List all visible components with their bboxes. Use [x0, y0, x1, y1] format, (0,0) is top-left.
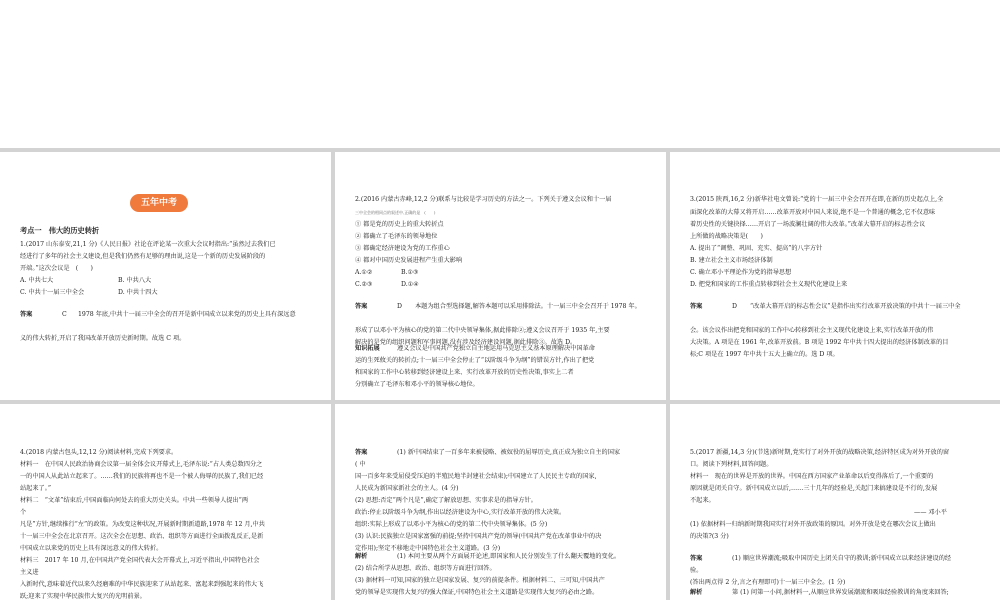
- option-d: D.①④: [401, 281, 419, 288]
- answer-text: 人民成为新国家新社会的主人。(4 分): [355, 485, 459, 492]
- answer-text: 1978 年底,中共十一届三中全会的召开是新中国成立以来党的历史上具有深远意: [78, 311, 296, 318]
- answer-text: 政治:停止以阶级斗争为纲,作出以经济建设为中心,实行改革开放的伟大决策。: [355, 509, 566, 516]
- tip-text: 遵义会议是中国共产党独立自主地运用马克思主义基本原理解决中国革命: [397, 345, 595, 352]
- answer-text: 国一百多年来受屈侵受压迫的半殖民地半封建社会结束);中国建立了人民民主专政的国家,: [355, 473, 597, 480]
- option-a: A. 中共七大: [20, 277, 54, 284]
- answer-value: C: [62, 311, 67, 318]
- quote-attribution: —— 邓小平: [914, 509, 947, 516]
- material-line: 不起来。: [690, 497, 715, 504]
- option-a: A.①②: [355, 269, 373, 276]
- answer-text: 本题为组合型选择题,解答本题可以采用排除法。十一届三中全会召开于 1978 年。: [415, 303, 641, 310]
- question-line: 4.(2018 内蒙古包头,12,12 分)阅读材料,完成下列要求。: [20, 449, 178, 456]
- answer-text: 验。: [690, 567, 703, 574]
- statement-item: ① 都是党的历史上的重大转折点: [355, 221, 444, 228]
- answer-label: 答案: [690, 555, 703, 562]
- blank-header-area: [0, 0, 1000, 148]
- answer-label: 答案: [355, 303, 368, 310]
- material-line: 一的中国人从此站立起来了。……我们的民族将再也不是一个被人侮辱的民族了,我们已经: [20, 473, 264, 480]
- analysis-text: 党的领导是实现伟大复兴的强大保证,中国特色社会主义道路是实现伟大复兴的必由之路。: [355, 589, 599, 596]
- answer-text: 标;C 项是在 1997 年中共十五大上确立的。选 D 项。: [690, 351, 839, 358]
- answer-text: 会。该会议作出把党和国家的工作中心转移到社会主义现代化建设上来,实行改革开放的伟: [690, 327, 934, 334]
- option-b: B. 建立社会主义市场经济体制: [690, 257, 773, 264]
- question-line: 2.(2016 内蒙古赤峰,12,2 分)联系与比较是学习历史的方法之一。下列关于遵义会议和十一届: [355, 196, 612, 203]
- answer-text: 形成了以邓小平为核心的党的第二代中央领导集体,据此排除②;遵义会议召开于 1935 年,主要: [355, 327, 610, 334]
- answer-text: 义的伟大转折,开启了我国改革开放历史新时期。故选 C 项。: [20, 335, 186, 342]
- question-line: 5.(2017 新疆,14,3 分)(节选)新时期,党实行了对外开放的战略决策,经济特区成为对外开放的窗: [690, 449, 950, 456]
- section-badge: 五年中考: [130, 194, 188, 212]
- answer-text: 定作用);坚定不移地走中国特色社会主义道路。(3 分): [355, 545, 501, 552]
- option-c: C.②③: [355, 281, 373, 288]
- statement-item: ④ 都对中国历史发展进程产生重大影响: [355, 257, 463, 264]
- page-4: [0, 404, 331, 600]
- option-c: C. 确立邓小平理论作为党的指导思想: [690, 269, 792, 276]
- statement-item: ② 都确立了毛泽东的领导地位: [355, 233, 438, 240]
- question-line: 面深化改革的大幕又将开启……改革开放对中国人来说,绝不是一个普通的概念,它不仅意味: [690, 209, 936, 216]
- answer-text: 解决的是党的组织问题和军事问题,没有涉及经济建设问题,据此排除③。故选 D。: [355, 339, 577, 346]
- material-line: 材料二 “文革”结束后,中国面临向何处去的重大历史关头。中共一些领导人提出“两: [20, 497, 249, 504]
- page-2: [335, 152, 666, 400]
- material-line: 中国成立以来党的历史上具有深远意义的伟大转折。: [20, 545, 163, 552]
- option-b: B.①③: [401, 269, 419, 276]
- answer-text: (2) 思想:否定“两个凡是”,确定了解放思想、实事求是的指导方针。: [355, 497, 537, 504]
- answer-text: (3) 认识:民族独立是国家富强的前提;坚持中国共产党的领导(中国共产党在改革事业中的决: [355, 533, 602, 540]
- answer-text: (1) 新中国结束了一百多年来被侵略、被奴役的屈辱历史,真正成为独立自主的国家: [397, 449, 621, 456]
- tip-text: 和国家的工作中心转移到经济建设上来、实行改革开放的历史性决策,事实上二者: [355, 369, 574, 376]
- material-line: 凡是”方针,继续推行“左”的政策。为改变这种状况,开展新时期新道路,1978 年 12 月,中共: [20, 521, 265, 528]
- question-line: 三中全会的相同点的叙述中,正确的是 ( ): [355, 210, 436, 215]
- answer-label: 答案: [690, 303, 703, 310]
- analysis-text: 第 (1) 问第一小问,据材料一,从顺应世界发展潮流和吸取经验教训的角度来回答;: [732, 589, 949, 596]
- option-c: C. 中共十一届三中全会: [20, 289, 85, 296]
- option-d: D. 把党和国家的工作重点转移到社会主义现代化建设上来: [690, 281, 848, 288]
- tip-text: 运的生死攸关的转折点;十一届三中全会停止了“以阶级斗争为纲”的错误方针,作出了把党: [355, 357, 595, 364]
- answer-text: 组织:实际上形成了以邓小平为核心的党的第二代中央领导集体。(5 分): [355, 521, 548, 528]
- question-line: 经进行了多年的社会主义建设,但是我们仍然有足够的理由说,这是一个新的历史发展阶段的: [20, 253, 266, 260]
- tip-label: 知识拓展: [355, 345, 380, 352]
- material-line: 站起来了。”: [20, 485, 52, 492]
- page-3: [670, 152, 1000, 400]
- material-line: 入新时代,意味着近代以来久经磨难的中华民族迎来了从站起来、富起来到强起来的伟大飞: [20, 581, 264, 588]
- page-1: [0, 152, 331, 400]
- question-line: 着历史性的关键抉择……开启了一场波澜壮阔的伟大改革。”改革大幕开启的标志性会议: [690, 221, 926, 228]
- answer-value: D: [397, 303, 402, 310]
- analysis-text: (3) 据材料一可知,国家的独立是国家发展、复兴的前提条件。根据材料二、三可知,中国共产: [355, 577, 605, 584]
- page-5: [335, 404, 666, 600]
- section-heading: 考点一 伟大的历史转折: [20, 226, 100, 235]
- option-b: B. 中共八大: [118, 277, 152, 284]
- material-line: 跃;迎来了实现中华民族伟大复兴的光明前景。: [20, 593, 146, 600]
- analysis-label: 解析: [355, 553, 368, 560]
- question-line: (1) 依据材料一归纳新时期我国实行对外开放政策的原因。对外开放是党在哪次会议上做出: [690, 521, 936, 528]
- material-line: 十一届三中全会在北京召开。这次全会在思想、政治、组织等方面进行全面拨乱反正,是新: [20, 533, 264, 540]
- question-line: 上所做的战略决策是( ): [690, 233, 763, 240]
- material-line: 个: [20, 509, 27, 516]
- answer-text: “改革大幕开启的标志性会议”是指作出实行改革开放决策的中共十一届三中全: [750, 303, 961, 310]
- question-line: 1.(2017 山东泰安,21,1 分)《人民日报》社论在评论某一次重大会议时指出:“虽然过去我们已: [20, 241, 276, 248]
- tip-text: 分别确立了毛泽东和邓小平的领导核心地位。: [355, 381, 479, 388]
- answer-text: 大决策。A 项是在 1961 年,改革开放前。B 项是 1992 年中共十四大提出的经济体制改革的目: [690, 339, 949, 346]
- question-line: 口。阅读下列材料,回答问题。: [690, 461, 773, 468]
- material-line: 原因就是闭关自守。新中国成立以后,……三十几年的经验是,关起门来搞建设是不行的,发展: [690, 485, 938, 492]
- question-line: 的决策?(3 分): [690, 533, 729, 540]
- analysis-text: (1) 本问主要从两个方面展开论述,即国家和人民分别发生了什么翻天覆地的变化。: [397, 553, 621, 560]
- option-d: D. 中共十四大: [118, 289, 158, 296]
- page-6: [670, 404, 1000, 600]
- answer-label: 答案: [355, 449, 368, 456]
- answer-text: (1) 顺应世界潮流;吸取中国历史上闭关自守的教训;新中国成立以来经济建设的经: [732, 555, 952, 562]
- answer-value: D: [732, 303, 737, 310]
- material-line: 主义进: [20, 569, 39, 576]
- material-line: 材料三 2017 年 10 月,在中国共产党全国代表大会开幕式上,习近平指出,中国特色社会: [20, 557, 260, 564]
- answer-text: ( 中: [355, 461, 366, 468]
- statement-item: ③ 都确定经济建设为党的工作重心: [355, 245, 450, 252]
- answer-text: (答出两点得 2 分,言之有理即可)十一届三中全会。(1 分): [690, 579, 846, 586]
- answer-label: 答案: [20, 311, 33, 318]
- material-line: 材料一 在中国人民政治协商会议第一届全体会议开幕式上,毛泽东说:“占人类总数四分之: [20, 461, 263, 468]
- option-a: A. 提出了“调整、巩固、充实、提高”的八字方针: [690, 245, 823, 252]
- material-line: 材料一 现在的世界是开放的世界。中国在西方国家产业革命以后变得落后了,一个重要的: [690, 473, 934, 480]
- question-line: 开端。”这次会议是 ( ): [20, 265, 93, 272]
- analysis-label: 解析: [690, 589, 703, 596]
- analysis-text: (2) 结合所学从思想、政治、组织等方面进行回答。: [355, 565, 496, 572]
- question-line: 3.(2015 陕西,16,2 分)新华社电文曾说:“党的十一届三中全会召开在即,在新的历史起点上,全: [690, 196, 944, 203]
